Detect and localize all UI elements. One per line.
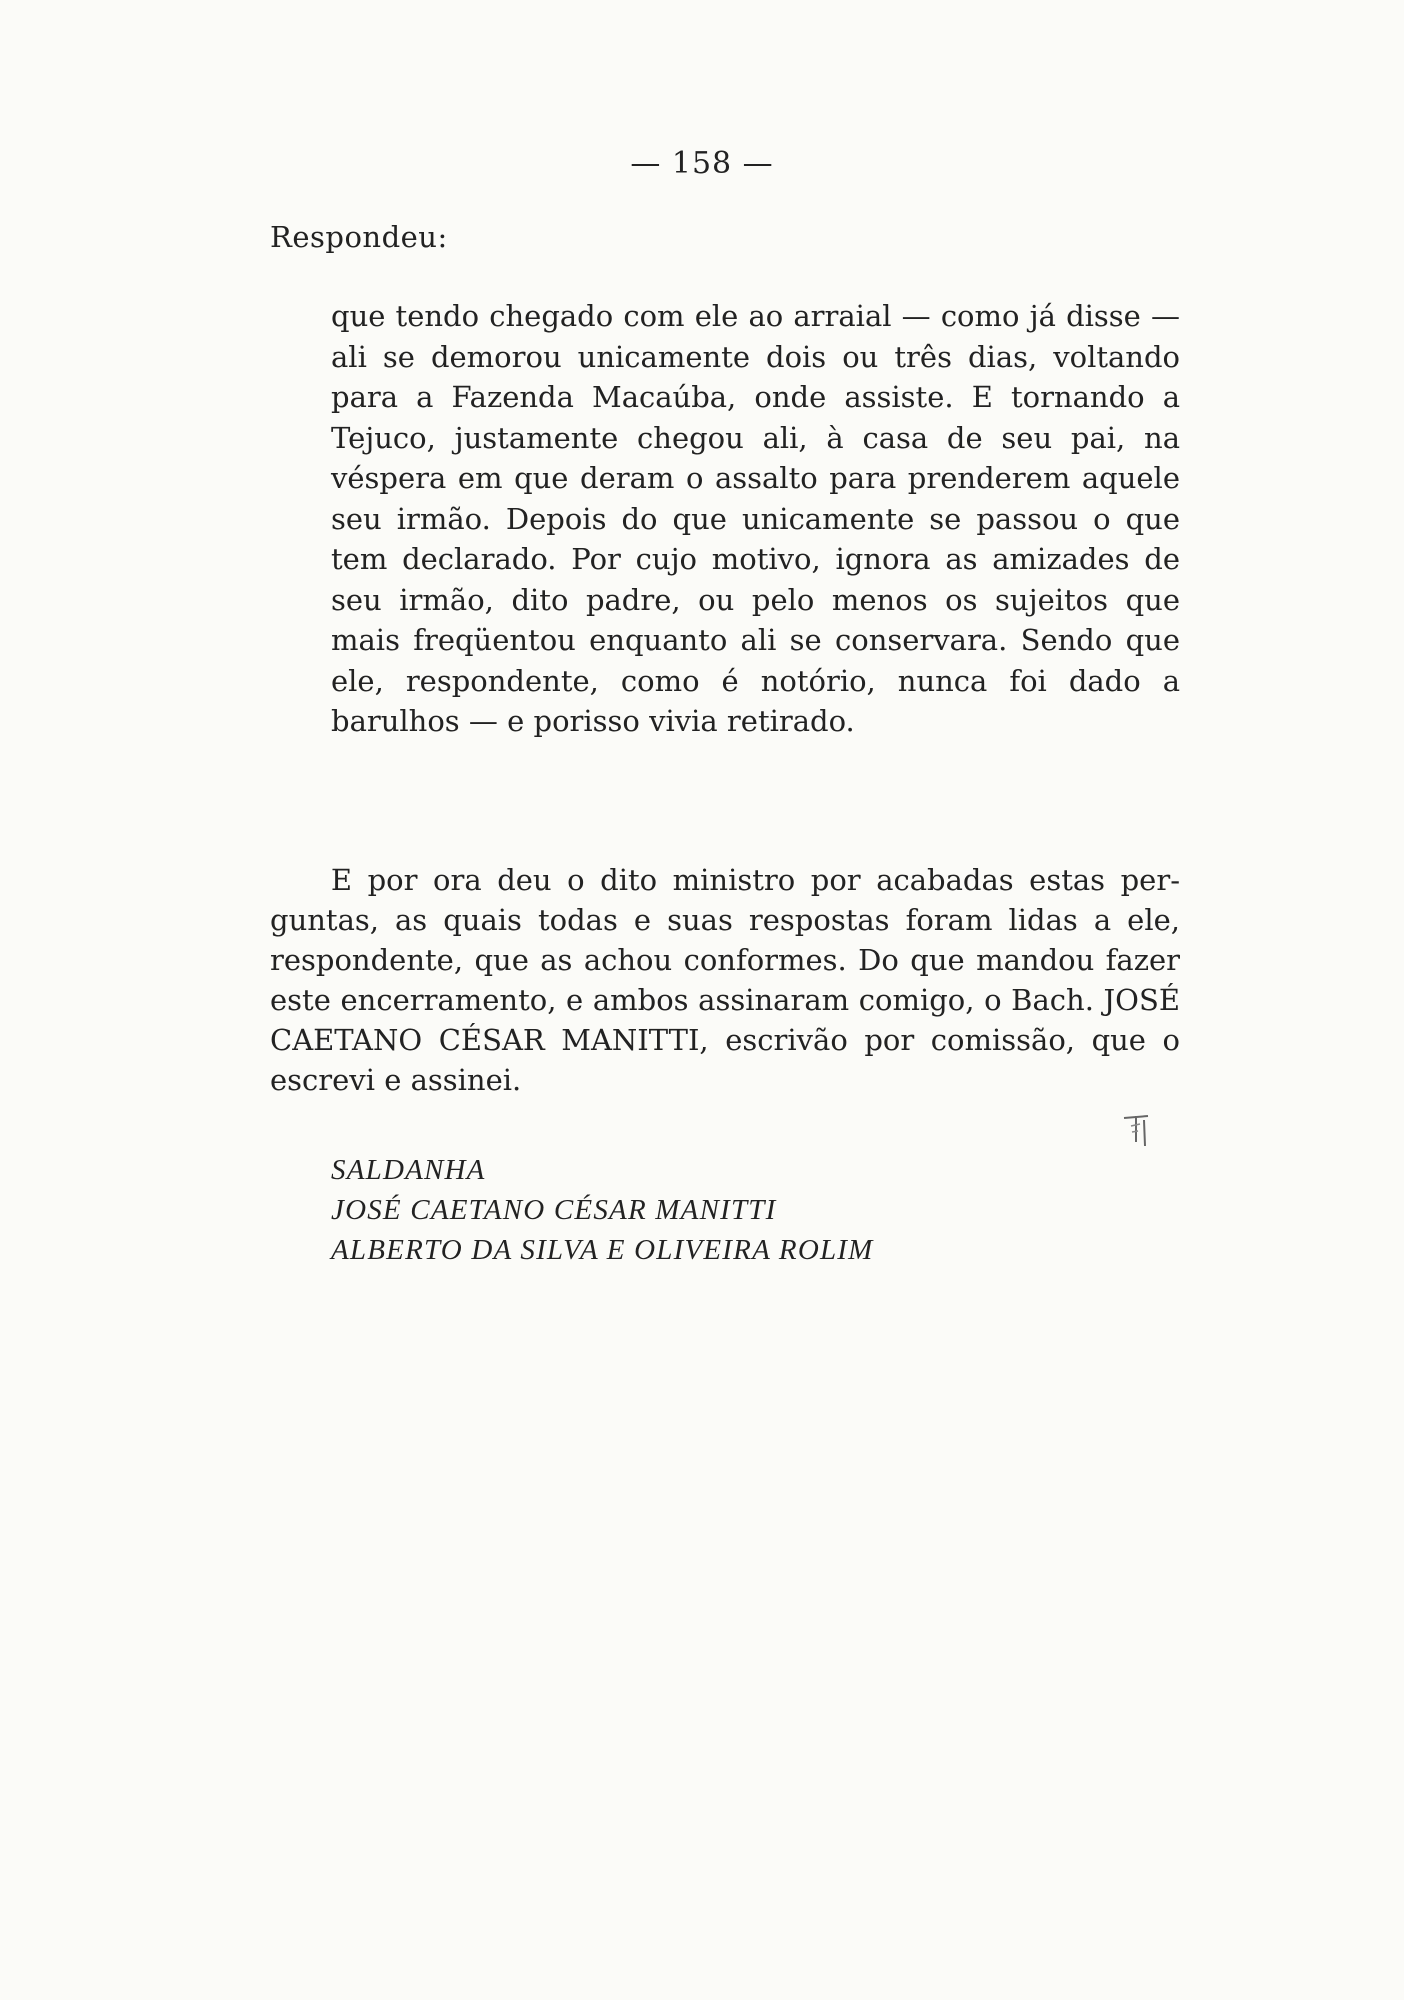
signature-line: SALDANHA bbox=[331, 1154, 486, 1186]
signature-line: JOSÉ CAETANO CÉSAR MANITTI bbox=[331, 1194, 777, 1226]
signature-block bbox=[331, 1150, 874, 1270]
page-number: — 158 — bbox=[630, 146, 774, 181]
closing-paragraph: E por ora deu o dito ministro por acabadas estas perguntas, as quais todas e suas respostas foram lidas a ele, respondente, que as achou conformes. Do que mandou fazer este encerramento, e ambos assinaram comigo, o Bach. JOSÉ CAETANO CÉSAR MANITTI, escrivão por comissão, que o escrevi e assinei. bbox=[270, 863, 1180, 1097]
answer-paragraph: que tendo chegado com ele ao arraial — como já disse — ali se demorou unicamente dois ou três dias, voltando para a Fazenda Macaúba, onde assiste. E tornando a Tejuco, justamente chegou ali, à casa de seu pai, na véspera em que deram o assalto para prenderem aquele seu irmão. Depois do que unicamente se passou o que tem declarado. Por cujo motivo, ignora as amizades de seu irmão, dito padre, ou pelo menos os sujeitos que mais freqüentou enquanto ali se conservara. Sendo que ele, respondente, como é notório, nunca foi dado a barulhos — e porisso vivia retirado. bbox=[331, 299, 1180, 738]
respondeu-label: Respondeu: bbox=[270, 220, 448, 254]
ink-mark-icon bbox=[1122, 1112, 1152, 1148]
signature-line: ALBERTO DA SILVA E OLIVEIRA ROLIM bbox=[331, 1234, 874, 1266]
